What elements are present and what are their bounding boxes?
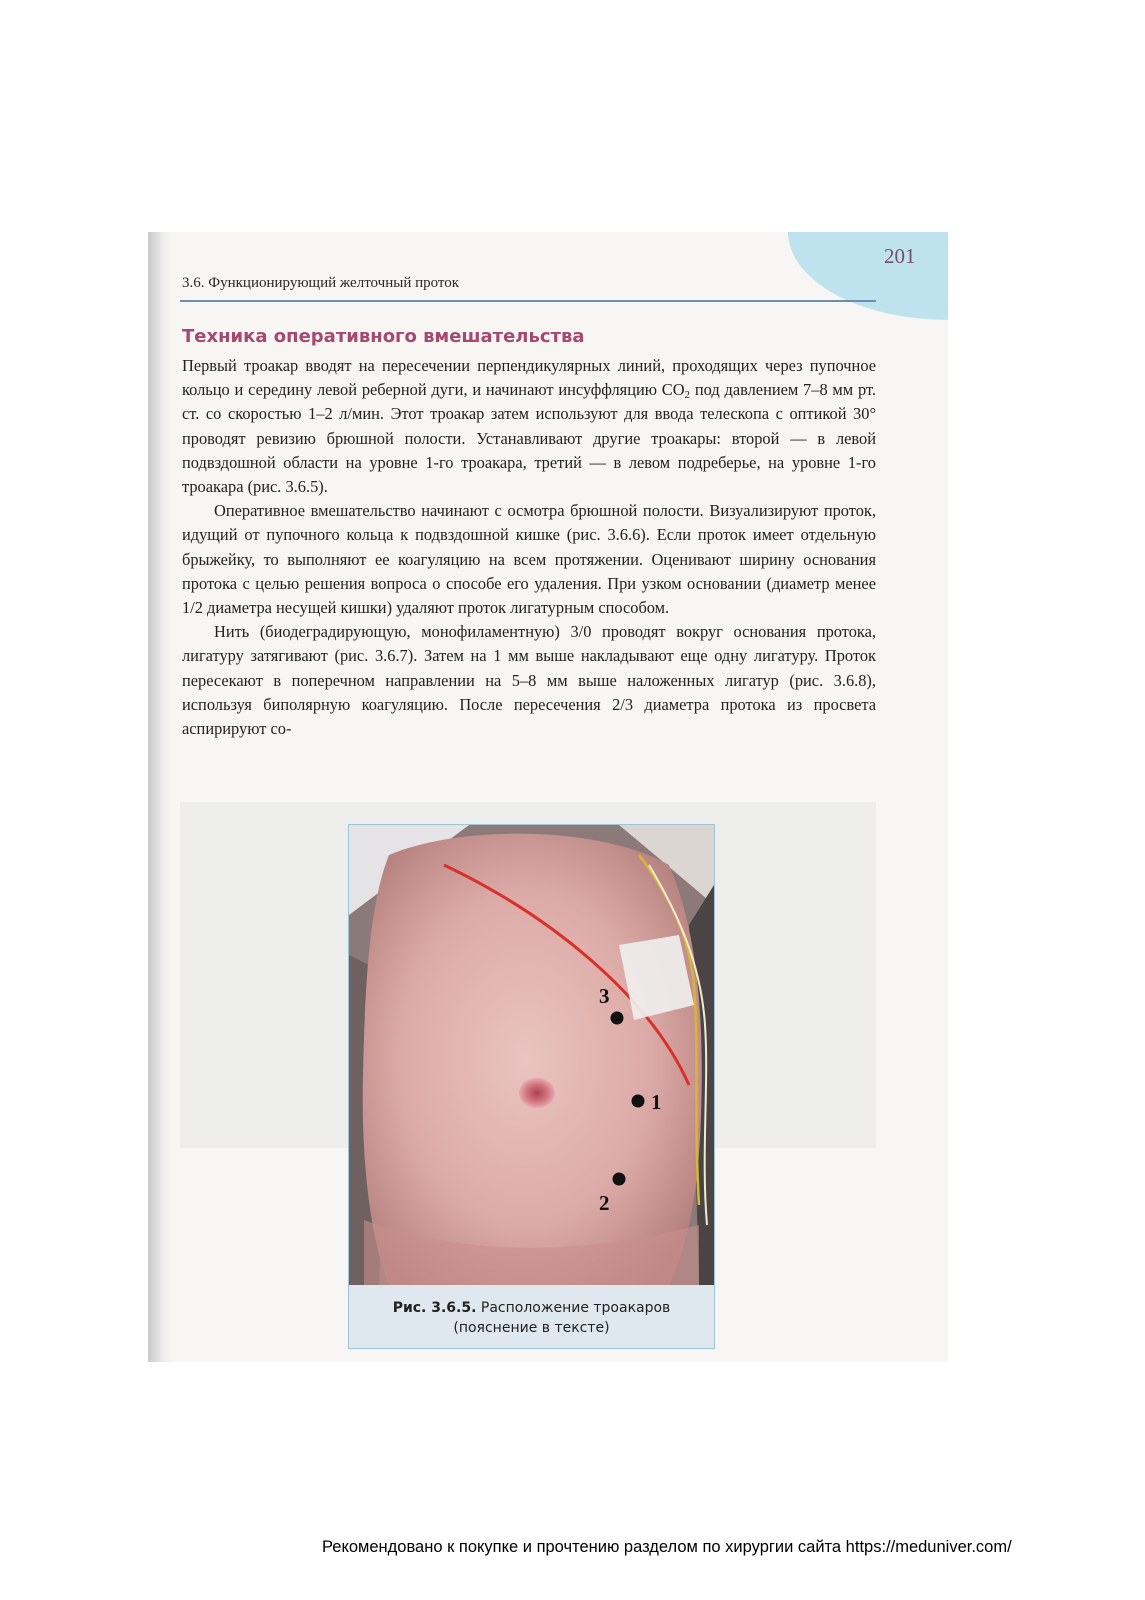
caption-line-2: (пояснение в тексте) xyxy=(453,1320,610,1336)
figure-3-6-5 xyxy=(348,824,715,1349)
trocar-marker-1 xyxy=(632,1095,645,1108)
paragraph-1: Первый троакар вводят на пересечении перпендикулярных линий, проходящих через пупочное кольцо и середину левой реберной дуги, и начинают инсуффляцию $CO_2$ под давлением 7–8 мм рт. ст. со скоростью 1–2 л/мин. Этот троакар затем используют для ввода телескопа с оптикой 30° проводят ревизию брюшной полости. Устанавливают другие троакары: второй — в левой подвздошной области на уровне 1-го троакара, третий — в левом подреберье, на уровне 1-го троакара (рис. 3.6.5). xyxy=(182,356,876,497)
abdomen xyxy=(363,834,702,1285)
umbilicus xyxy=(519,1078,555,1108)
paragraph-2: Оперативное вмешательство начинают с осмотра брюшной полости. Визуализируют проток, идущий от пупочного кольца к подвздошной кишке (рис. 3.6.6). Если проток имеет отдельную брыжейку, то выполняют ее коагуляцию на всем протяжении. Оценивают ширину основания протока с целью решения вопроса о способе его удаления. При узком основании (диаметр менее 1/2 диаметра несущей кишки) удаляют проток лигатурным способом. xyxy=(182,501,876,618)
page-number: 201 xyxy=(884,244,916,268)
trocar-marker-3 xyxy=(611,1012,624,1025)
surgical-photo xyxy=(349,825,714,1285)
header-divider xyxy=(180,300,876,302)
caption-line-1: Рис. 3.6.5. Расположение троакаров xyxy=(392,1300,671,1316)
footer-recommendation: Рекомендовано к покупке и прочтению разделом по хирургии сайта https://meduniver.com/ xyxy=(322,1538,1012,1556)
caption-label: Рис. 3.6.5. xyxy=(392,1300,477,1316)
page-corner-tab xyxy=(788,232,948,320)
marker-label-2: 2 xyxy=(599,1191,610,1215)
marker-label-1: 1 xyxy=(651,1090,662,1114)
marker-label-3: 3 xyxy=(599,984,610,1008)
trocar-marker-2 xyxy=(613,1173,626,1186)
photo-illustration xyxy=(349,825,714,1285)
section-title: Техника оперативного вмешательства xyxy=(182,326,585,347)
body-text xyxy=(182,354,876,741)
spine-shadow xyxy=(148,232,172,1362)
paragraph-3: Нить (биодеградирующую, монофиламентную) 3/0 проводят вокруг основания протока, лигатуру затягивают (рис. 3.6.7). Затем на 1 мм выше накладывают еще одну лигатуру. Проток пересекают в поперечном направлении на 5–8 мм выше наложенных лигатур (рис. 3.6.8), используя биполярную коагуляцию. После пересечения 2/3 диаметра протока из просвета аспирируют со- xyxy=(182,622,876,739)
running-head: 3.6. Функционирующий желточный проток xyxy=(182,275,460,291)
figure-caption xyxy=(349,1285,714,1348)
